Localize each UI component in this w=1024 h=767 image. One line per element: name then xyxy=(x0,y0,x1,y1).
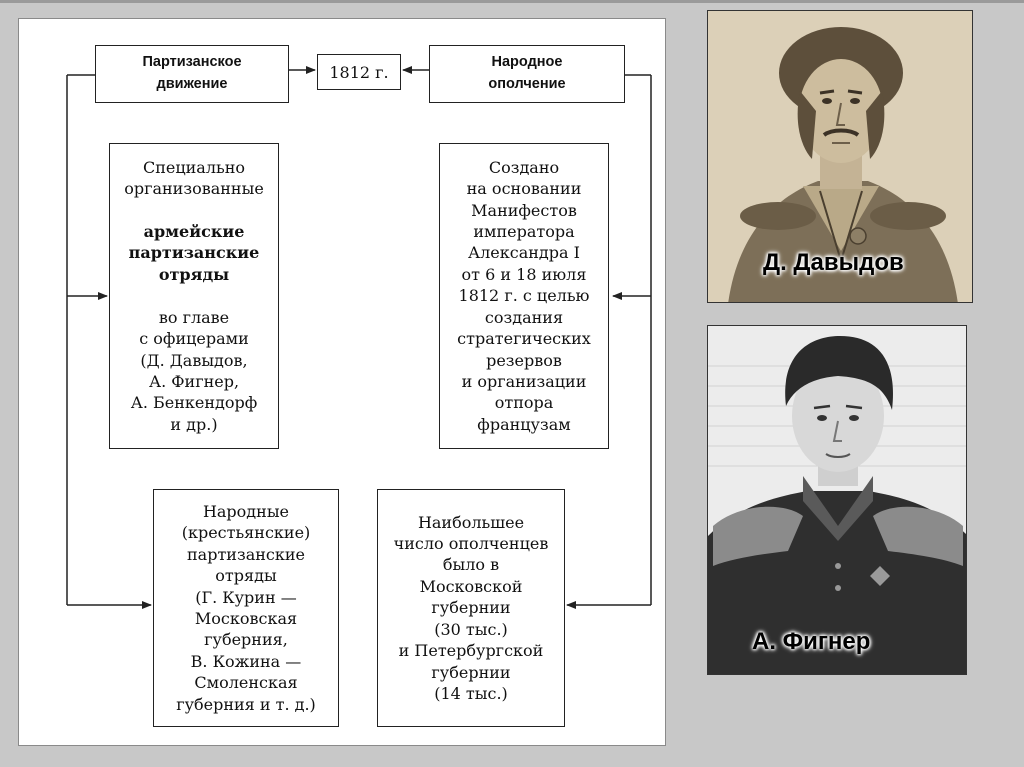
figner-caption: А. Фигнер xyxy=(752,628,871,655)
partisan-movement-header: Партизанское движение xyxy=(95,45,289,103)
army-units-intro: Специально организованные xyxy=(124,157,264,199)
year-label-box: 1812 г. xyxy=(317,54,401,90)
peasant-partisan-units-box: Народные (крестьянские) партизанские отряды (Г. Курин — Московская губерния, В. Кожина — Смоленская губерния и т. д.) xyxy=(153,489,339,727)
portrait-davydov xyxy=(707,10,973,303)
army-units-details: во главе с офицерами (Д. Давыдов, А. Фигнер, А. Бенкендорф и др.) xyxy=(130,307,258,434)
manifest-info-box: Создано на основании Манифестов императора Александра I от 6 и 18 июля 1812 г. с целью создания стратегических резервов и организации отпора французам xyxy=(439,143,609,449)
slide-top-bar xyxy=(0,0,1024,3)
army-partisan-units-box xyxy=(109,143,279,449)
people-militia-header: Народное ополчение xyxy=(429,45,625,103)
figner-engraving-image xyxy=(708,326,967,675)
militia-statistics-box: Наибольшее число ополченцев было в Московской губернии (30 тыс.) и Петербургской губернии (14 тыс.) xyxy=(377,489,565,727)
diagram-panel xyxy=(18,18,666,746)
army-units-bold: армейские партизанские отряды xyxy=(128,221,260,284)
portrait-figner xyxy=(707,325,967,675)
davydov-caption: Д. Давыдов xyxy=(763,249,904,276)
